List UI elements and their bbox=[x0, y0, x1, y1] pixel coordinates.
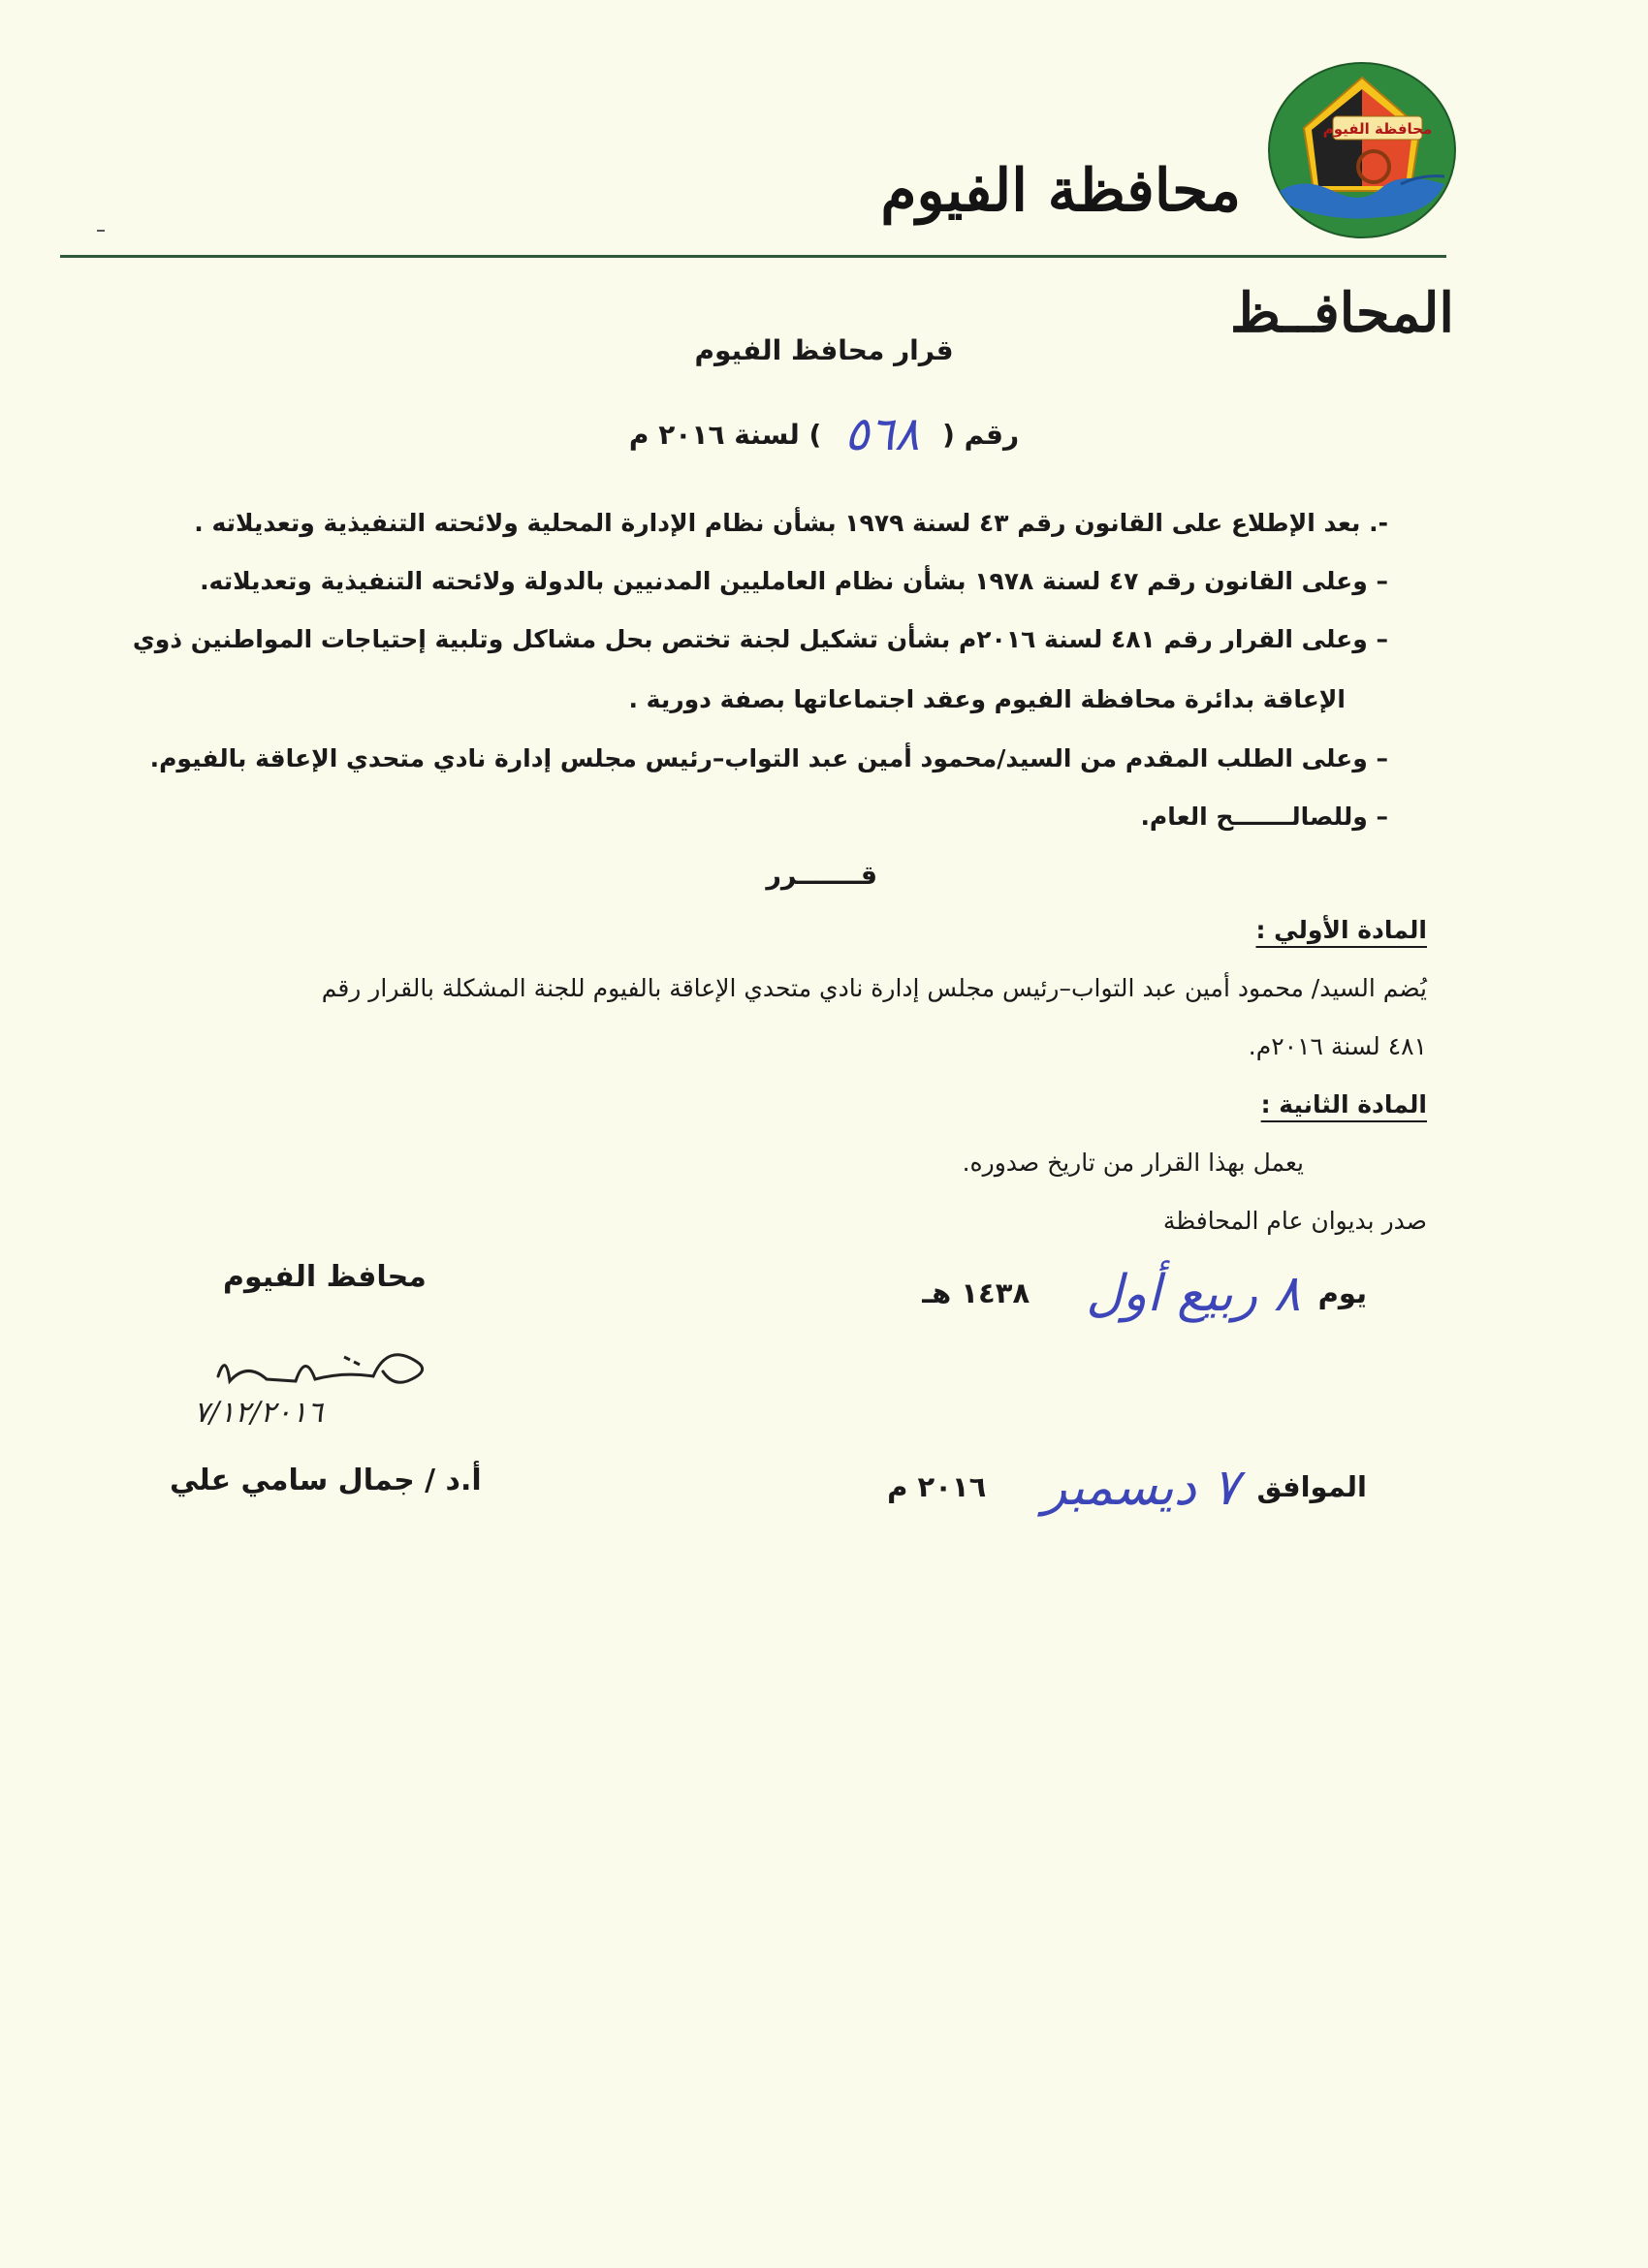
preamble-line-3: – وعلى القرار رقم ٤٨١ لسنة ٢٠١٦م بشأن تشكيل لجنة تختص بحل مشاكل وتلبية إحتياجات المواطنين ذوي bbox=[132, 625, 1388, 653]
preamble-line-4: الإعاقة بدائرة محافظة الفيوم وعقد اجتماعاتها بصفة دورية . bbox=[628, 685, 1346, 713]
preamble-line-2: – وعلى القانون رقم ٤٧ لسنة ١٩٧٨ بشأن نظام العامليين المدنيين بالدولة ولائحته التنفيذية وتعديلاته. bbox=[200, 567, 1388, 595]
signatory-name: أ.د / جمال سامي علي bbox=[170, 1464, 482, 1497]
issued-at-text: صدر بديوان عام المحافظة bbox=[1162, 1207, 1427, 1235]
handwritten-signature bbox=[208, 1333, 441, 1401]
preamble-line-6: – وللصالـــــــح العام. bbox=[1140, 803, 1388, 831]
decision-title: قرار محافظ الفيوم bbox=[694, 334, 954, 366]
hijri-date-prefix: يوم bbox=[1317, 1276, 1367, 1309]
article-1-text-line-1: يُضم السيد/ محمود أمين عبد التواب–رئيس مجلس إدارة نادي متحدي الإعاقة بالفيوم للجنة المشكلة بالقرار رقم bbox=[321, 974, 1427, 1002]
decision-number-handwritten: ٥٦٨ bbox=[844, 407, 920, 461]
header-divider bbox=[60, 255, 1446, 258]
decision-number-suffix: ) لسنة ٢٠١٦ م bbox=[628, 419, 822, 451]
gregorian-date-handwritten: ٧ ديسمبر bbox=[1042, 1459, 1240, 1517]
gregorian-date-year: ٢٠١٦ م bbox=[887, 1470, 987, 1503]
hijri-date-line bbox=[922, 1265, 1367, 1323]
margin-mark bbox=[97, 230, 105, 232]
gregorian-date-prefix: الموافق bbox=[1256, 1470, 1367, 1503]
gregorian-date-line bbox=[887, 1459, 1367, 1517]
svg-text:محافظة الفيوم: محافظة الفيوم bbox=[1322, 120, 1433, 138]
signatory-title: محافظ الفيوم bbox=[223, 1260, 427, 1294]
decision-number-prefix: رقم ( bbox=[942, 419, 1020, 451]
decision-number-line bbox=[0, 407, 1648, 461]
governorate-emblem-logo bbox=[1265, 60, 1459, 240]
governorate-name-header: محافظة الفيوم bbox=[880, 157, 1241, 225]
hijri-date-year: ١٤٣٨ هـ bbox=[922, 1276, 1030, 1309]
hijri-date-handwritten: ٨ ربيع أول bbox=[1086, 1265, 1301, 1323]
signature-handwritten-date: ٧/١٢/٢٠١٦ bbox=[194, 1396, 324, 1430]
article-1-text-line-2: ٤٨١ لسنة ٢٠١٦م. bbox=[1248, 1032, 1427, 1060]
preamble-line-1: -. بعد الإطلاع على القانون رقم ٤٣ لسنة ١٩٧٩ بشأن نظام الإدارة المحلية ولائحته التنفيذية وتعديلاته . bbox=[194, 509, 1388, 537]
decides-heading: قـــــــرر bbox=[766, 861, 877, 891]
article-2-heading: المادة الثانية : bbox=[1260, 1090, 1427, 1118]
preamble-line-5: – وعلى الطلب المقدم من السيد/محمود أمين عبد التواب–رئيس مجلس إدارة نادي متحدي الإعاقة بالفيوم. bbox=[149, 744, 1388, 772]
office-title: المحافــظ bbox=[1230, 281, 1454, 345]
article-2-text: يعمل بهذا القرار من تاريخ صدوره. bbox=[962, 1149, 1304, 1177]
article-1-heading: المادة الأولي : bbox=[1255, 916, 1427, 944]
